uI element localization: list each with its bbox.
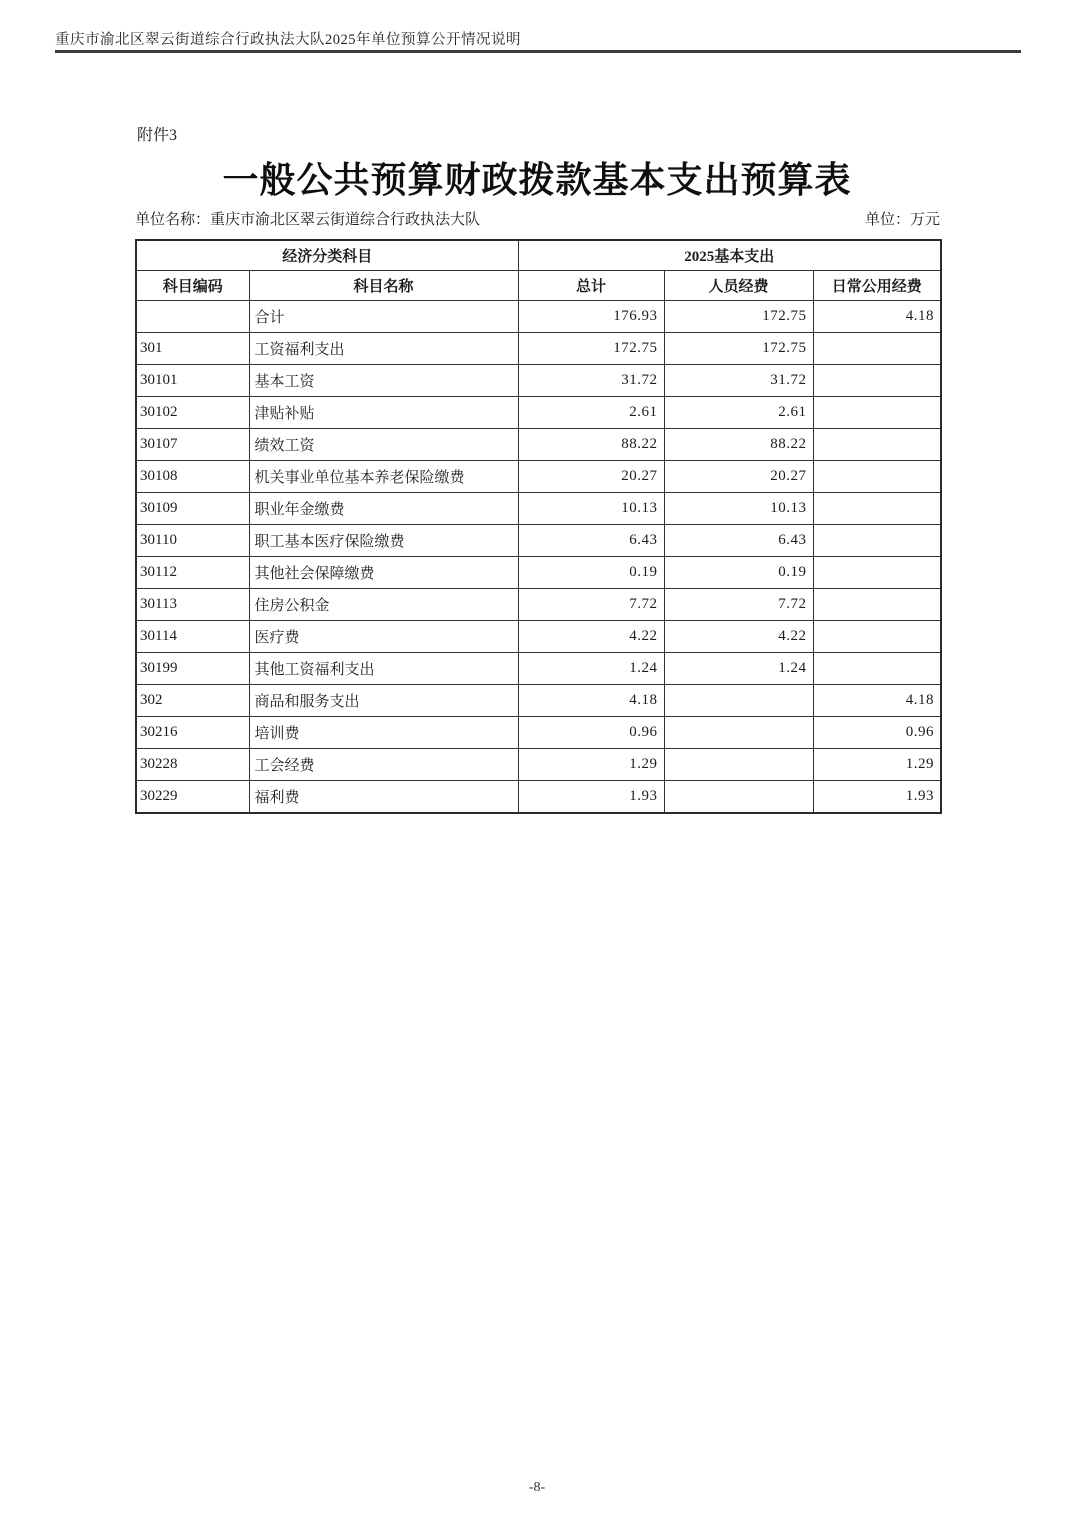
cell-daily — [813, 493, 941, 525]
cell-daily: 1.29 — [813, 749, 941, 781]
column-header-subject-code: 科目编码 — [136, 271, 249, 301]
cell-total: 0.96 — [518, 717, 664, 749]
table-row — [136, 493, 941, 525]
unit-measure-label: 单位：万元 — [864, 212, 940, 228]
cell-code: 30112 — [136, 557, 249, 589]
cell-name: 住房公积金 — [249, 589, 518, 621]
cell-total: 7.72 — [518, 589, 664, 621]
cell-total: 172.75 — [518, 333, 664, 365]
cell-code: 30113 — [136, 589, 249, 621]
cell-total: 88.22 — [518, 429, 664, 461]
cell-code: 30109 — [136, 493, 249, 525]
table-row — [136, 301, 941, 333]
cell-name: 机关事业单位基本养老保险缴费 — [249, 461, 518, 493]
cell-total: 31.72 — [518, 365, 664, 397]
cell-personnel — [664, 749, 813, 781]
table-row — [136, 621, 941, 653]
cell-code: 30199 — [136, 653, 249, 685]
cell-daily — [813, 365, 941, 397]
cell-daily — [813, 397, 941, 429]
column-header-subject-name: 科目名称 — [249, 271, 518, 301]
table-row — [136, 333, 941, 365]
cell-personnel: 4.22 — [664, 621, 813, 653]
cell-daily: 0.96 — [813, 717, 941, 749]
cell-code: 30114 — [136, 621, 249, 653]
cell-total: 0.19 — [518, 557, 664, 589]
cell-name: 合计 — [249, 301, 518, 333]
cell-personnel: 172.75 — [664, 301, 813, 333]
cell-name: 职业年金缴费 — [249, 493, 518, 525]
cell-personnel: 7.72 — [664, 589, 813, 621]
cell-personnel: 31.72 — [664, 365, 813, 397]
cell-daily — [813, 621, 941, 653]
cell-name: 商品和服务支出 — [249, 685, 518, 717]
cell-total: 176.93 — [518, 301, 664, 333]
table-caption-row — [135, 208, 940, 229]
cell-total: 1.29 — [518, 749, 664, 781]
cell-personnel: 0.19 — [664, 557, 813, 589]
cell-name: 津贴补贴 — [249, 397, 518, 429]
cell-code: 30229 — [136, 781, 249, 814]
cell-code: 302 — [136, 685, 249, 717]
cell-personnel — [664, 717, 813, 749]
cell-daily — [813, 589, 941, 621]
table-row — [136, 365, 941, 397]
document-header-title: 重庆市渝北区翠云街道综合行政执法大队2025年单位预算公开情况说明 — [55, 32, 521, 48]
cell-personnel: 10.13 — [664, 493, 813, 525]
table-row — [136, 653, 941, 685]
cell-code: 30107 — [136, 429, 249, 461]
cell-name: 工资福利支出 — [249, 333, 518, 365]
cell-total: 4.18 — [518, 685, 664, 717]
cell-code — [136, 301, 249, 333]
attachment-label: 附件3 — [137, 127, 178, 144]
cell-code: 30216 — [136, 717, 249, 749]
cell-name: 其他工资福利支出 — [249, 653, 518, 685]
cell-daily: 1.93 — [813, 781, 941, 814]
cell-daily — [813, 653, 941, 685]
cell-code: 30108 — [136, 461, 249, 493]
cell-name: 职工基本医疗保险缴费 — [249, 525, 518, 557]
column-header-daily-public-expense: 日常公用经费 — [813, 271, 941, 301]
column-header-total: 总计 — [518, 271, 664, 301]
cell-name: 工会经费 — [249, 749, 518, 781]
cell-code: 30102 — [136, 397, 249, 429]
header-economic-classification: 经济分类科目 — [136, 240, 518, 271]
table-header-columns-row — [136, 271, 941, 301]
table-row — [136, 397, 941, 429]
table-row — [136, 429, 941, 461]
cell-personnel: 2.61 — [664, 397, 813, 429]
table-row — [136, 781, 941, 814]
cell-name: 医疗费 — [249, 621, 518, 653]
header-divider-rule — [55, 50, 1021, 53]
cell-daily: 4.18 — [813, 685, 941, 717]
cell-personnel: 172.75 — [664, 333, 813, 365]
header-2025-basic-expenditure: 2025基本支出 — [518, 240, 941, 271]
cell-code: 30110 — [136, 525, 249, 557]
cell-code: 301 — [136, 333, 249, 365]
cell-name: 基本工资 — [249, 365, 518, 397]
cell-total: 2.61 — [518, 397, 664, 429]
budget-table — [135, 239, 942, 814]
cell-name: 其他社会保障缴费 — [249, 557, 518, 589]
cell-name: 福利费 — [249, 781, 518, 814]
table-row — [136, 525, 941, 557]
cell-total: 4.22 — [518, 621, 664, 653]
cell-daily — [813, 333, 941, 365]
table-body — [136, 301, 941, 814]
table-row — [136, 461, 941, 493]
table-row — [136, 749, 941, 781]
table-header-group-row — [136, 240, 941, 271]
cell-personnel: 1.24 — [664, 653, 813, 685]
cell-personnel — [664, 781, 813, 814]
cell-daily — [813, 429, 941, 461]
cell-daily: 4.18 — [813, 301, 941, 333]
cell-total: 1.24 — [518, 653, 664, 685]
table-row — [136, 717, 941, 749]
column-header-personnel-expense: 人员经费 — [664, 271, 813, 301]
cell-daily — [813, 461, 941, 493]
cell-personnel — [664, 685, 813, 717]
cell-total: 20.27 — [518, 461, 664, 493]
table-header — [136, 240, 941, 301]
table-row — [136, 557, 941, 589]
cell-personnel: 88.22 — [664, 429, 813, 461]
cell-daily — [813, 557, 941, 589]
cell-name: 绩效工资 — [249, 429, 518, 461]
page-title: 一般公共预算财政拨款基本支出预算表 — [222, 160, 852, 200]
cell-personnel: 20.27 — [664, 461, 813, 493]
cell-total: 10.13 — [518, 493, 664, 525]
table-row — [136, 685, 941, 717]
cell-daily — [813, 525, 941, 557]
cell-code: 30228 — [136, 749, 249, 781]
unit-name-label: 单位名称：重庆市渝北区翠云街道综合行政执法大队 — [135, 212, 481, 228]
cell-name: 培训费 — [249, 717, 518, 749]
cell-code: 30101 — [136, 365, 249, 397]
cell-total: 6.43 — [518, 525, 664, 557]
table-row — [136, 589, 941, 621]
cell-personnel: 6.43 — [664, 525, 813, 557]
page-number: -8- — [528, 1480, 546, 1495]
cell-total: 1.93 — [518, 781, 664, 814]
